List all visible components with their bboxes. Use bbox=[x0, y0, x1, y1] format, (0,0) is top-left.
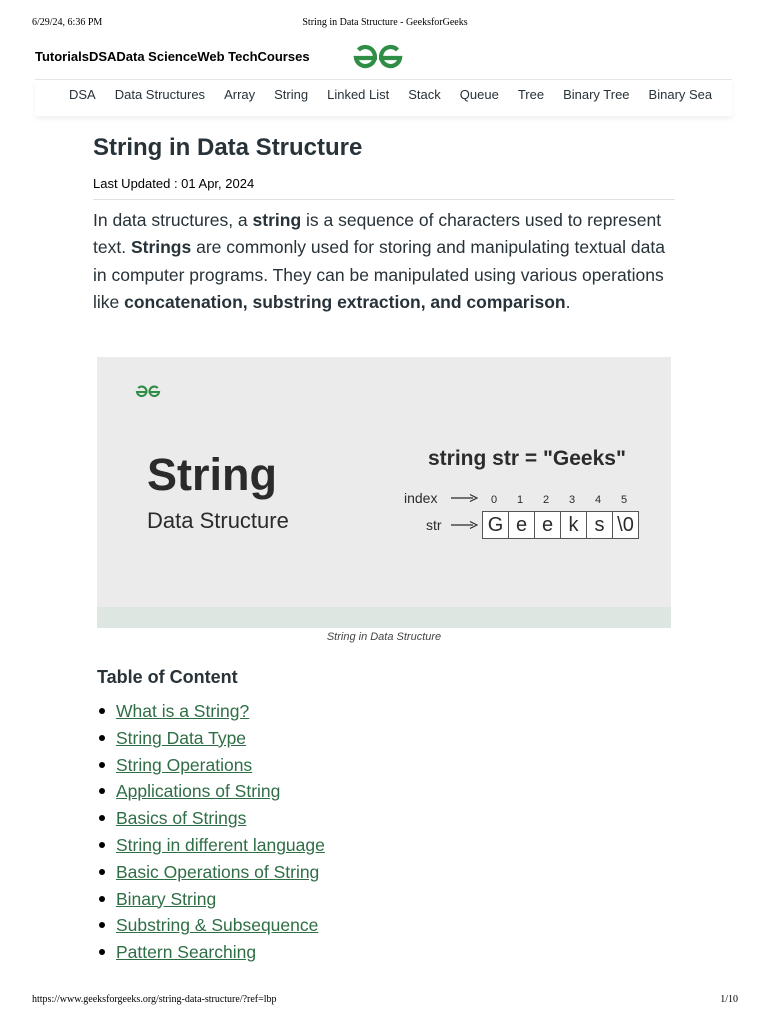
toc-item bbox=[97, 778, 325, 805]
index-1: 1 bbox=[516, 494, 524, 506]
toc-link-applications-of-string[interactable]: Applications of String bbox=[116, 781, 281, 802]
toc-item bbox=[97, 886, 325, 913]
index-label: index bbox=[404, 490, 438, 506]
toc-link-basics-of-strings[interactable]: Basics of Strings bbox=[116, 808, 247, 829]
gfg-logo-icon[interactable] bbox=[348, 42, 408, 72]
index-4: 4 bbox=[594, 494, 602, 506]
sub-nav-linked-list[interactable]: Linked List bbox=[327, 87, 390, 102]
sub-nav-stack[interactable]: Stack bbox=[408, 87, 441, 102]
intro-text-1: In data structures, a bbox=[93, 210, 253, 230]
top-nav-web-tech[interactable]: Web Tech bbox=[197, 49, 258, 64]
sub-nav-tree[interactable]: Tree bbox=[517, 87, 545, 102]
bullet-icon bbox=[99, 815, 105, 821]
bullet-icon bbox=[99, 869, 105, 875]
print-page-number: 1/10 bbox=[720, 994, 738, 1005]
figure-bottom-strip bbox=[97, 607, 671, 628]
char-cell-4: s bbox=[587, 512, 613, 538]
intro-text-2: is a sequence of characters used to represent text. bbox=[93, 210, 662, 258]
string-figure bbox=[97, 357, 671, 628]
bullet-icon bbox=[99, 788, 105, 794]
print-datetime: 6/29/24, 6:36 PM bbox=[32, 17, 103, 28]
print-url: https://www.geeksforgeeks.org/string-data-structure/?ref=lbp bbox=[32, 994, 277, 1005]
sub-nav-data-structures[interactable]: Data Structures bbox=[114, 87, 206, 102]
top-nav-courses[interactable]: Courses bbox=[257, 49, 310, 64]
top-nav-tutorials[interactable]: Tutorials bbox=[35, 49, 89, 64]
print-header bbox=[32, 17, 738, 31]
char-cell-5: \0 bbox=[617, 514, 634, 536]
toc-item bbox=[97, 939, 325, 966]
index-5: 5 bbox=[620, 494, 628, 506]
toc-link-string-operations[interactable]: String Operations bbox=[116, 754, 253, 775]
toc-item bbox=[97, 752, 325, 779]
bullet-icon bbox=[99, 708, 105, 714]
intro-bold-strings: Strings bbox=[130, 237, 192, 258]
index-0: 0 bbox=[490, 494, 498, 506]
char-array bbox=[482, 511, 639, 539]
bullet-icon bbox=[99, 842, 105, 848]
char-cell-2: e bbox=[535, 512, 561, 538]
intro-paragraph bbox=[93, 207, 668, 316]
figure-subtitle: Data Structure bbox=[147, 508, 289, 533]
str-arrow-icon bbox=[451, 520, 478, 530]
figure-code: string str = "Geeks" bbox=[428, 447, 626, 470]
char-cell-1: e bbox=[509, 512, 535, 538]
print-footer bbox=[32, 994, 738, 1008]
char-cell-3: k bbox=[561, 512, 587, 538]
str-label: str bbox=[426, 517, 442, 533]
index-3: 3 bbox=[568, 494, 576, 506]
intro-bold-string: string bbox=[252, 210, 302, 230]
toc-heading: Table of Content bbox=[97, 667, 238, 687]
toc-link-binary-string[interactable]: Binary String bbox=[116, 888, 217, 909]
toc-link-string-data-type[interactable]: String Data Type bbox=[116, 727, 247, 748]
toc-link-string-in-different-language[interactable]: String in different language bbox=[116, 834, 325, 855]
bullet-icon bbox=[99, 922, 105, 928]
toc-item bbox=[97, 698, 325, 725]
bullet-icon bbox=[99, 949, 105, 955]
index-arrow-icon bbox=[451, 493, 478, 503]
gfg-figure-logo-icon bbox=[133, 384, 163, 399]
figure-title: String bbox=[147, 449, 277, 500]
toc-link-pattern-searching[interactable]: Pattern Searching bbox=[116, 942, 257, 963]
intro-bold-operations: concatenation, substring extraction, and comparison bbox=[124, 291, 566, 312]
bullet-icon bbox=[99, 762, 105, 768]
bullet-icon bbox=[99, 735, 105, 741]
intro-text-3: are commonly used for storing and manipulating textual data in computer programs. They can be manipulated using various operations like bbox=[93, 237, 665, 312]
top-nav-dsa[interactable]: DSA bbox=[88, 49, 117, 64]
toc-item bbox=[97, 725, 325, 752]
top-nav bbox=[35, 49, 310, 64]
char-cell-0: G bbox=[483, 512, 509, 538]
toc-item bbox=[97, 805, 325, 832]
sub-nav-binary-tree[interactable]: Binary Tree bbox=[563, 87, 630, 102]
intro-text-4: . bbox=[565, 291, 571, 312]
sub-nav-array[interactable]: Array bbox=[224, 87, 256, 102]
toc-item bbox=[97, 912, 325, 939]
toc-link-substring-subsequence[interactable]: Substring & Subsequence bbox=[116, 915, 319, 936]
sub-nav-binary-search[interactable]: Binary Sea bbox=[648, 87, 713, 102]
last-updated: Last Updated : 01 Apr, 2024 bbox=[93, 176, 255, 191]
sub-nav bbox=[35, 80, 732, 116]
toc-item bbox=[97, 832, 325, 859]
print-doc-title: String in Data Structure - GeeksforGeeks bbox=[302, 17, 468, 28]
bullet-icon bbox=[99, 896, 105, 902]
page-title: String in Data Structure bbox=[93, 134, 363, 161]
divider bbox=[93, 199, 675, 200]
sub-nav-dsa[interactable]: DSA bbox=[69, 87, 96, 102]
sub-nav-string[interactable]: String bbox=[274, 87, 309, 102]
toc-item bbox=[97, 859, 325, 886]
toc-link-what-is-a-string[interactable]: What is a String? bbox=[116, 701, 250, 721]
toc-link-basic-operations-of-string[interactable]: Basic Operations of String bbox=[116, 861, 320, 882]
top-nav-data-science[interactable]: Data Science bbox=[116, 49, 198, 64]
figure-caption: String in Data Structure bbox=[326, 631, 442, 643]
toc-list bbox=[97, 698, 325, 966]
sub-nav-queue[interactable]: Queue bbox=[459, 87, 499, 102]
index-2: 2 bbox=[542, 494, 550, 506]
top-bar bbox=[35, 41, 732, 80]
